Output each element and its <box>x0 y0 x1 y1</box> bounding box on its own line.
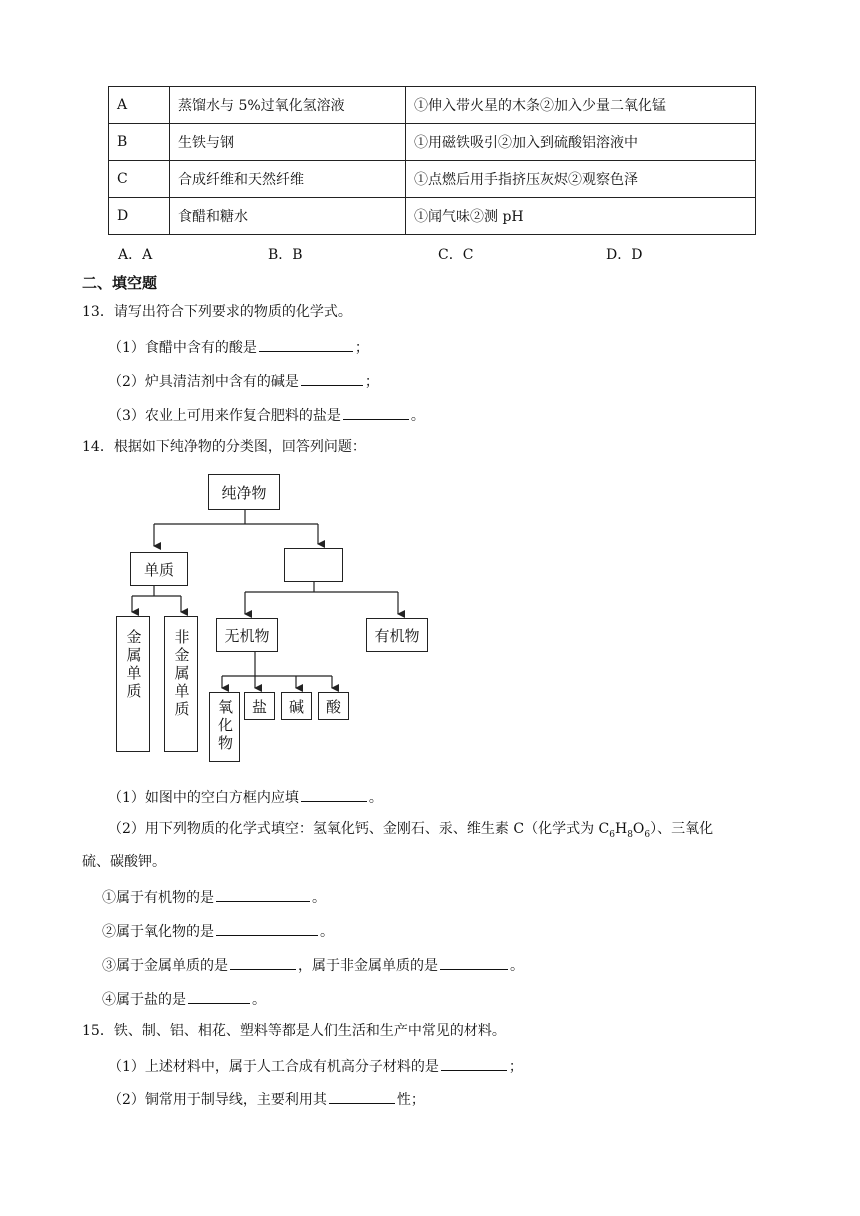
q14-sub2-text: ②属于氧化物的是 <box>102 924 214 940</box>
options-table <box>108 86 756 235</box>
q15-part2 <box>108 1088 425 1110</box>
answer-blank[interactable] <box>216 886 310 902</box>
q14-sub3-text: ③属于金属单质的是 <box>102 958 228 974</box>
q13-part1-text: （1）食醋中含有的酸是 <box>108 340 257 356</box>
q14-part2-text: （2）用下列物质的化学式填空：氢氧化钙、金刚石、汞、维生素 C（化学式为 C <box>108 821 610 837</box>
q14-part1-text: （1）如图中的空白方框内应填 <box>108 790 299 806</box>
choice-c[interactable]: C．C <box>438 247 474 263</box>
q13-part2-end: ； <box>364 374 379 390</box>
q15-part2-text: （2）铜常用于制导线，主要利用其 <box>108 1092 327 1108</box>
table-cell-method: ①闻气味②测 pH <box>406 198 756 235</box>
table-row <box>109 198 756 235</box>
node-oxide-label: 氧化物 <box>216 699 234 753</box>
q13-part3-text: （3）农业上可用来作复合肥料的盐是 <box>108 408 341 424</box>
q13-part1-end: ； <box>354 340 369 356</box>
q14-sub1-end: 。 <box>312 890 326 906</box>
node-acid: 酸 <box>318 692 349 720</box>
q14-sub1 <box>102 886 326 908</box>
answer-blank[interactable] <box>441 1055 507 1071</box>
node-nonmetal-elemental <box>164 616 198 752</box>
q14-part2-cont: 硫、碳酸钾。 <box>82 854 166 870</box>
q14-part2 <box>108 819 713 845</box>
q15-part1-text: （1）上述材料中，属于人工合成有机高分子材料的是 <box>108 1059 439 1075</box>
q14-sub4-end: 。 <box>252 992 266 1008</box>
node-nonmetal-elemental-label: 非金属单质 <box>172 629 191 719</box>
table-cell-key: A <box>109 87 170 124</box>
table-row <box>109 87 756 124</box>
formula-h: H <box>614 821 628 837</box>
q15-part1-end: ； <box>508 1059 523 1075</box>
node-organic: 有机物 <box>366 618 428 652</box>
q14-sub3 <box>102 954 524 976</box>
q15-part1 <box>108 1055 523 1077</box>
answer-blank[interactable] <box>259 336 353 352</box>
table-cell-key: D <box>109 198 170 235</box>
q14-part2-text-b: ）、三氧化 <box>650 821 714 837</box>
q13-stem: 13．请写出符合下列要求的物质的化学式。 <box>82 304 352 320</box>
node-inorganic: 无机物 <box>216 618 278 652</box>
node-elemental-substance: 单质 <box>130 552 188 586</box>
q14-stem: 14．根据如下纯净物的分类图，回答列问题： <box>82 439 366 455</box>
node-oxide <box>209 692 240 762</box>
choice-d[interactable]: D．D <box>606 247 643 263</box>
answer-blank[interactable] <box>440 954 508 970</box>
formula-subscript: 6 <box>609 829 615 840</box>
table-cell-items: 生铁与钢 <box>170 124 406 161</box>
q13-part3 <box>108 404 425 426</box>
q14-sub3-end: 。 <box>510 958 524 974</box>
q14-sub2 <box>102 920 334 942</box>
node-blank-compound[interactable] <box>284 548 343 582</box>
q14-part1 <box>108 786 383 808</box>
formula-subscript: 6 <box>644 829 651 840</box>
table-cell-items: 食醋和糖水 <box>170 198 406 235</box>
formula-o: O <box>632 821 645 837</box>
table-row <box>109 124 756 161</box>
node-metal-elemental-label: 金属单质 <box>124 629 143 701</box>
q13-part3-end: 。 <box>410 408 425 424</box>
answer-blank[interactable] <box>301 370 363 386</box>
q14-sub2-end: 。 <box>320 924 334 940</box>
table-cell-items: 合成纤维和天然纤维 <box>170 161 406 198</box>
table-cell-method: ①伸入带火星的木条②加入少量二氧化锰 <box>406 87 756 124</box>
node-salt: 盐 <box>244 692 275 720</box>
node-base: 碱 <box>281 692 312 720</box>
answer-choices <box>0 244 860 264</box>
answer-blank[interactable] <box>188 988 250 1004</box>
formula-subscript: 8 <box>627 829 633 840</box>
q14-sub4 <box>102 988 266 1010</box>
answer-blank[interactable] <box>230 954 296 970</box>
answer-blank[interactable] <box>343 404 409 420</box>
q13-part1 <box>108 336 369 358</box>
q14-sub3-mid: ，属于非金属单质的是 <box>298 958 438 974</box>
table-cell-method: ①用磁铁吸引②加入到硫酸铝溶液中 <box>406 124 756 161</box>
table-cell-key: B <box>109 124 170 161</box>
choice-b[interactable]: B．B <box>268 247 303 263</box>
q13-part2-text: （2）炉具清洁剂中含有的碱是 <box>108 374 299 390</box>
classification-diagram <box>110 468 470 778</box>
q14-part1-end: 。 <box>368 790 383 806</box>
node-metal-elemental <box>116 616 150 752</box>
table-row <box>109 161 756 198</box>
node-pure-substance: 纯净物 <box>208 474 280 510</box>
q13-part2 <box>108 370 379 392</box>
choice-a[interactable]: A．A <box>118 247 153 263</box>
table-cell-items: 蒸馏水与 5%过氧化氢溶液 <box>170 87 406 124</box>
answer-blank[interactable] <box>301 786 367 802</box>
table-cell-method: ①点燃后用手指挤压灰烬②观察色泽 <box>406 161 756 198</box>
table-cell-key: C <box>109 161 170 198</box>
q15-stem: 15．铁、制、铝、相花、塑料等都是人们生活和生产中常见的材料。 <box>82 1023 506 1039</box>
q14-sub4-text: ④属于盐的是 <box>102 992 186 1008</box>
answer-blank[interactable] <box>329 1088 395 1104</box>
q15-part2-end: 性； <box>396 1092 425 1108</box>
answer-blank[interactable] <box>216 920 318 936</box>
q14-sub1-text: ①属于有机物的是 <box>102 890 214 906</box>
section-title: 二、填空题 <box>82 274 158 292</box>
